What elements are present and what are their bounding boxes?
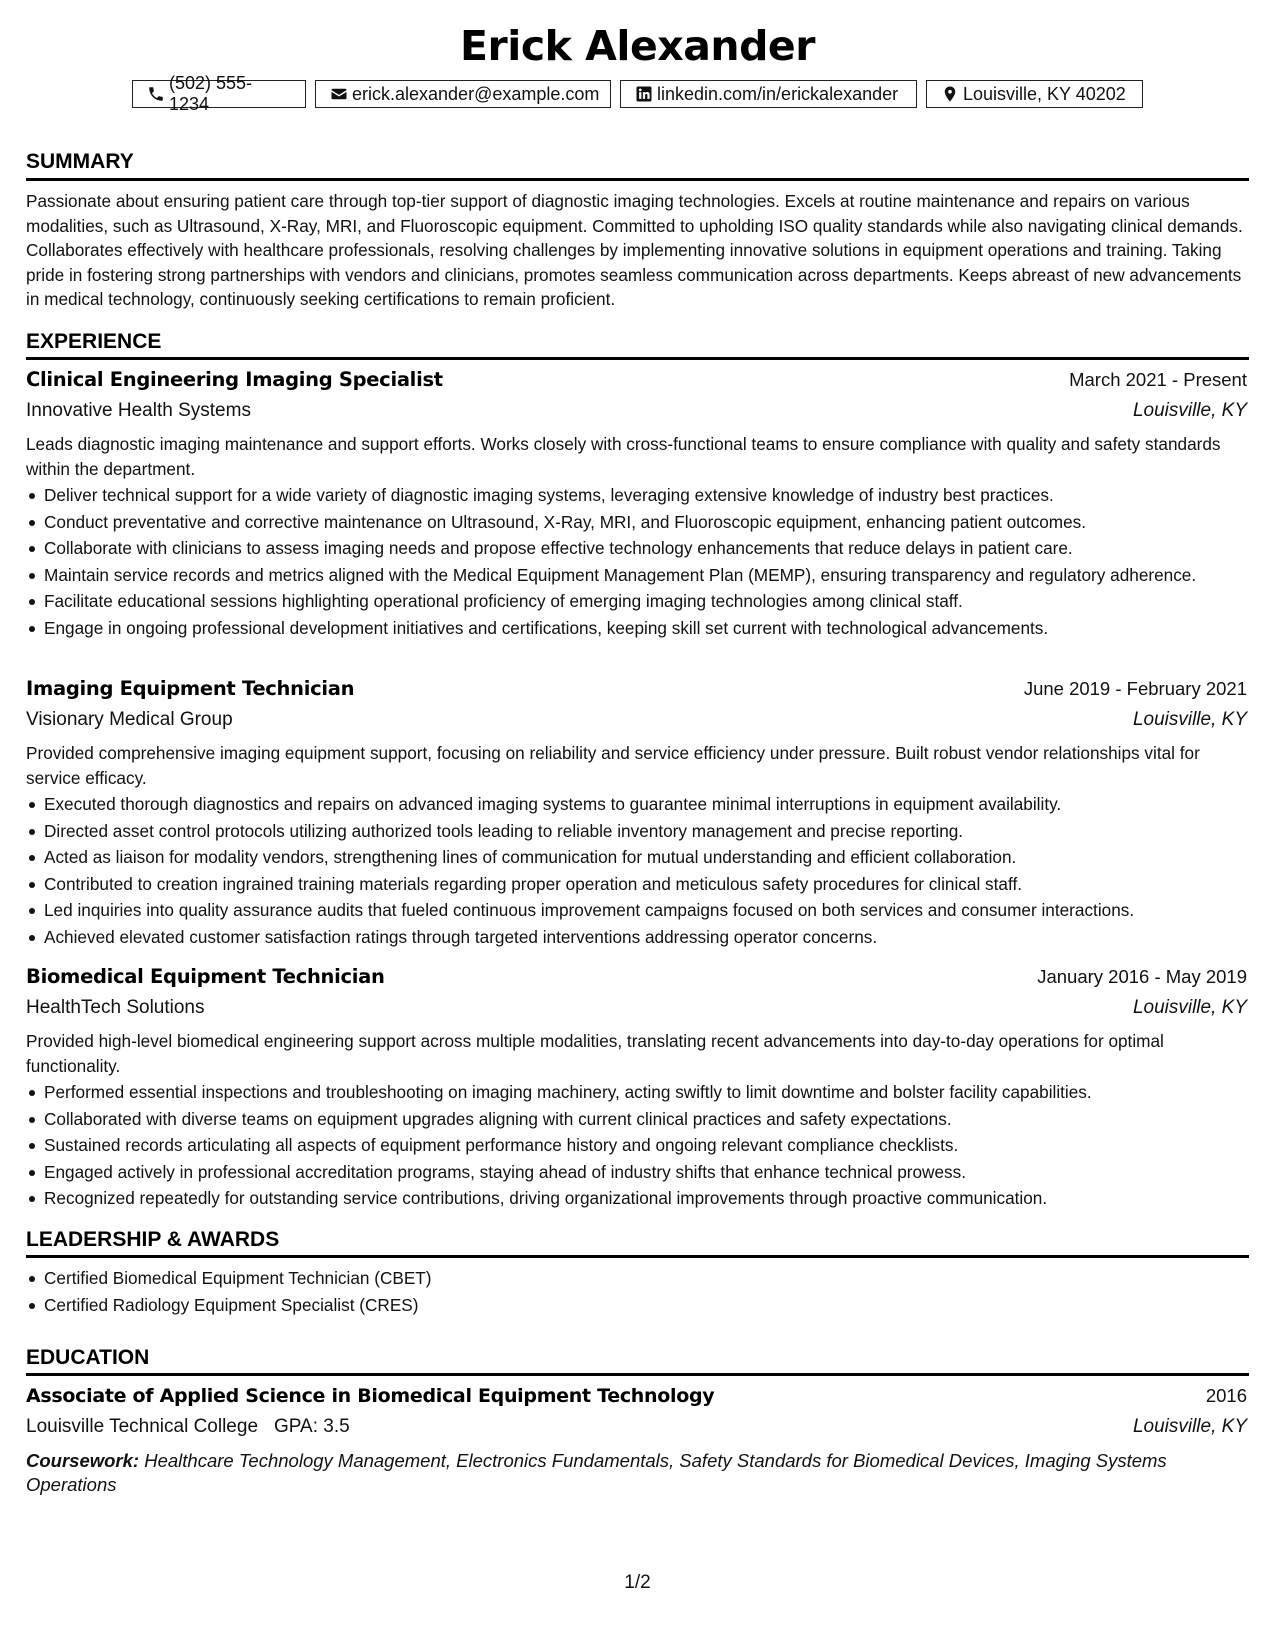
list-item: Led inquiries into quality assurance audits that fueled continuous improvement campaigns focused on both services and consumer interactions. (26, 898, 1251, 922)
contact-phone[interactable] (132, 73, 306, 114)
school-name: Louisville Technical College (26, 1416, 259, 1437)
linkedin-icon (635, 85, 653, 103)
job-dates: June 2019 - February 2021 (1023, 678, 1247, 699)
coursework-label: Coursework: (26, 1450, 140, 1471)
location-text: Louisville, KY 40202 (963, 83, 1126, 104)
job-location: Louisville, KY (1132, 709, 1247, 730)
job-bullets (26, 792, 1251, 951)
job-description: Provided comprehensive imaging equipment support, focusing on reliability and service efficiency under pressure. Built robust vendor relationships vital for service efficacy. (26, 743, 1200, 788)
job-description: Provided high-level biomedical engineering support across multiple modalities, translating recent advancements into day-to-day operations for optimal functionality. (26, 1031, 1164, 1076)
list-item: Collaborate with clinicians to assess imaging needs and propose effective technology enhancements that reduce delays in patient care. (26, 536, 1251, 560)
list-item: Certified Radiology Equipment Specialist (CRES) (26, 1293, 1251, 1317)
email-text: erick.alexander@example.com (352, 83, 600, 104)
education-heading: EDUCATION (26, 1346, 150, 1369)
awards-heading: LEADERSHIP & AWARDS (26, 1228, 280, 1251)
list-item: Engaged actively in professional accreditation programs, staying ahead of industry shifts that enhance technical prowess. (26, 1160, 1251, 1184)
list-item: Certified Biomedical Equipment Technician (CBET) (26, 1266, 1251, 1290)
job-location: Louisville, KY (1132, 400, 1247, 421)
job-company: Innovative Health Systems (26, 400, 251, 421)
linkedin-text: linkedin.com/in/erickalexander (657, 83, 899, 104)
section-divider (26, 1255, 1249, 1258)
phone-icon (147, 85, 165, 103)
page-number: 1/2 (624, 1572, 651, 1593)
gpa: GPA: 3.5 (274, 1416, 350, 1437)
job-title: Biomedical Equipment Technician (26, 965, 385, 988)
summary-text: Passionate about ensuring patient care through top-tier support of diagnostic imaging technologies. Excels at routine maintenance and repairs on various modalities, such as Ultrasound, X-Ray, MRI, and Fluoroscopic equipment. Committed to upholding ISO quality standards while also navigating clinical demands. Collaborates effectively with healthcare professionals, resolving challenges by implementing innovative solutions in equipment operations and training. Taking pride in fostering strong partnerships with vendors and clinicians, promotes seamless communication across departments. Keeps abreast of new advancements in medical technology, continuously seeking certifications to remain proficient. (26, 191, 1243, 309)
job-location: Louisville, KY (1132, 997, 1247, 1018)
list-item: Deliver technical support for a wide variety of diagnostic imaging systems, leveraging extensive knowledge of industry best practices. (26, 483, 1251, 507)
list-item: Collaborated with diverse teams on equipment upgrades aligning with current clinical practices and safety expectations. (26, 1107, 1251, 1131)
list-item: Recognized repeatedly for outstanding service contributions, driving organizational improvements through proactive communication. (26, 1186, 1251, 1210)
coursework-list: Healthcare Technology Management, Electronics Fundamentals, Safety Standards for Biomedical Devices, Imaging Systems Operations (26, 1450, 1167, 1495)
job-bullets (26, 483, 1251, 642)
list-item: Contributed to creation ingrained training materials regarding proper operation and meticulous safety procedures for clinical staff. (26, 872, 1251, 896)
coursework (26, 1449, 1241, 1497)
list-item: Acted as liaison for modality vendors, strengthening lines of communication for mutual understanding and efficient collaboration. (26, 845, 1251, 869)
job-dates: March 2021 - Present (1069, 369, 1247, 390)
degree-title: Associate of Applied Science in Biomedical Equipment Technology (26, 1385, 715, 1407)
section-divider (26, 357, 1249, 360)
job-description: Leads diagnostic imaging maintenance and support efforts. Works closely with cross-functional teams to ensure compliance with quality and safety standards within the department. (26, 434, 1221, 479)
list-item: Performed essential inspections and troubleshooting on imaging machinery, acting swiftly to limit downtime and bolster facility capabilities. (26, 1080, 1251, 1104)
job-company: Visionary Medical Group (26, 709, 233, 730)
list-item: Conduct preventative and corrective maintenance on Ultrasound, X-Ray, MRI, and Fluoroscopic equipment, enhancing patient outcomes. (26, 510, 1251, 534)
map-pin-icon (941, 85, 959, 103)
section-divider (26, 1373, 1249, 1376)
summary-heading: SUMMARY (26, 150, 134, 173)
job-title: Clinical Engineering Imaging Specialist (26, 368, 443, 391)
school-line (26, 1416, 350, 1438)
graduation-year: 2016 (1205, 1385, 1247, 1406)
list-item: Engage in ongoing professional development initiatives and certifications, keeping skill set current with technological advancements. (26, 616, 1251, 640)
candidate-name: Erick Alexander (460, 22, 815, 70)
contact-location (926, 80, 1143, 108)
contact-linkedin[interactable] (620, 80, 917, 108)
list-item: Directed asset control protocols utilizing authorized tools leading to reliable inventory management and precise reporting. (26, 819, 1251, 843)
list-item: Executed thorough diagnostics and repairs on advanced imaging systems to guarantee minimal interruptions in equipment availability. (26, 792, 1251, 816)
contact-email[interactable] (315, 80, 611, 108)
job-dates: January 2016 - May 2019 (1037, 966, 1247, 987)
envelope-icon (330, 85, 348, 103)
section-divider (26, 178, 1249, 181)
job-company: HealthTech Solutions (26, 997, 205, 1018)
list-item: Sustained records articulating all aspects of equipment performance history and ongoing relevant compliance checklists. (26, 1133, 1251, 1157)
list-item: Achieved elevated customer satisfaction ratings through targeted interventions addressing operator concerns. (26, 925, 1251, 949)
awards-list (26, 1266, 1251, 1319)
phone-text: (502) 555-1234 (169, 73, 253, 114)
experience-heading: EXPERIENCE (26, 330, 162, 353)
contact-row (0, 73, 1275, 114)
school-location: Louisville, KY (1132, 1416, 1247, 1437)
list-item: Maintain service records and metrics aligned with the Medical Equipment Management Plan (MEMP), ensuring transparency and regulatory adherence. (26, 563, 1251, 587)
list-item: Facilitate educational sessions highlighting operational proficiency of emerging imaging technologies among clinical staff. (26, 589, 1251, 613)
job-title: Imaging Equipment Technician (26, 677, 355, 700)
job-bullets (26, 1080, 1251, 1213)
